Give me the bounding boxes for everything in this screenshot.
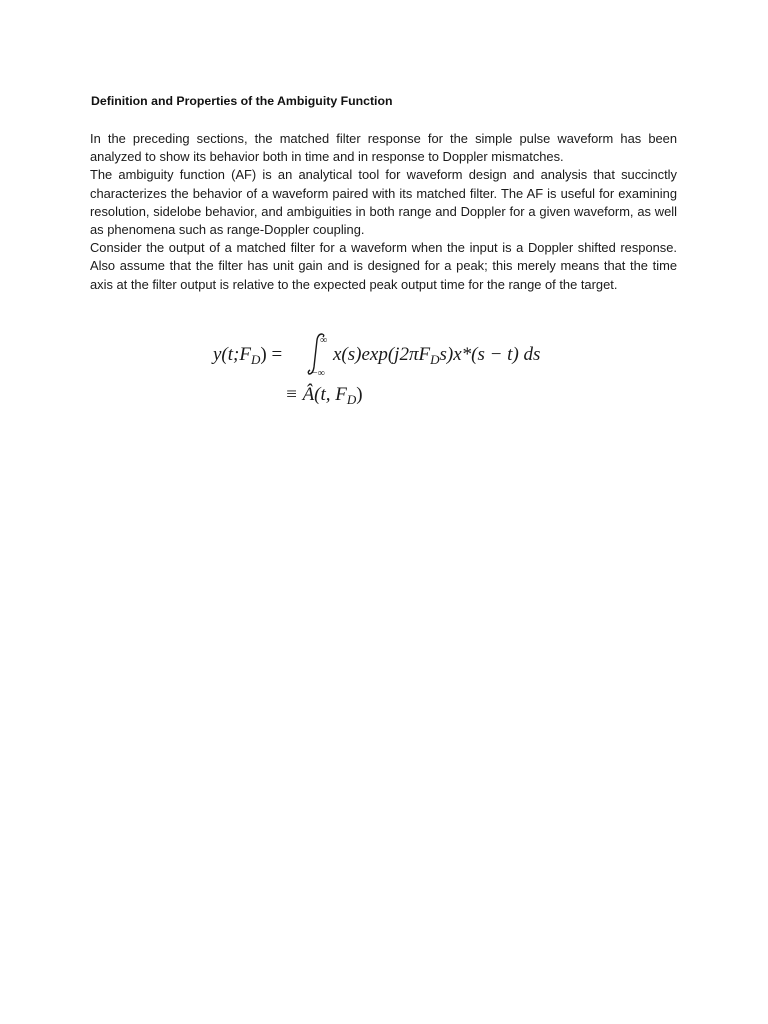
equation-ambiguity — [213, 332, 573, 412]
eq-line2: ≡ Â(t, $F_D$) — [285, 384, 363, 407]
integral-lower-limit: −∞ — [312, 368, 325, 379]
paragraph-2: The ambiguity function (AF) is an analytical tool for waveform design and analysis that succinctly characterizes the behavior of a waveform paired with its matched filter. The AF is useful for examining resolution, sidelobe behavior, and ambiguities in both range and Doppler for a given waveform, as well as phenomena such as range-Doppler coupling. — [90, 167, 677, 238]
section-heading: Definition and Properties of the Ambiguity Function — [91, 94, 393, 108]
eq-lhs: $y(t;F_D)$ = — [213, 344, 283, 367]
eq-rhs: $x(s)\exp(j2\pi F_Ds)x*(s - t)$ ds — [333, 344, 541, 367]
body-text — [90, 130, 677, 294]
paragraph-1: In the preceding sections, the matched filter response for the simple pulse waveform has been analyzed to show its behavior both in time and in response to Doppler mismatches. — [90, 131, 677, 165]
paragraph-3: Consider the output of a matched filter for a waveform when the input is a Doppler shifted response. Also assume that the filter has unit gain and is designed for a peak; this merely means that the time axis at the filter output is relative to the expected peak output time for the range of the target. — [90, 240, 677, 292]
integral-upper-limit: ∞ — [320, 335, 328, 346]
equation-svg — [213, 332, 573, 412]
